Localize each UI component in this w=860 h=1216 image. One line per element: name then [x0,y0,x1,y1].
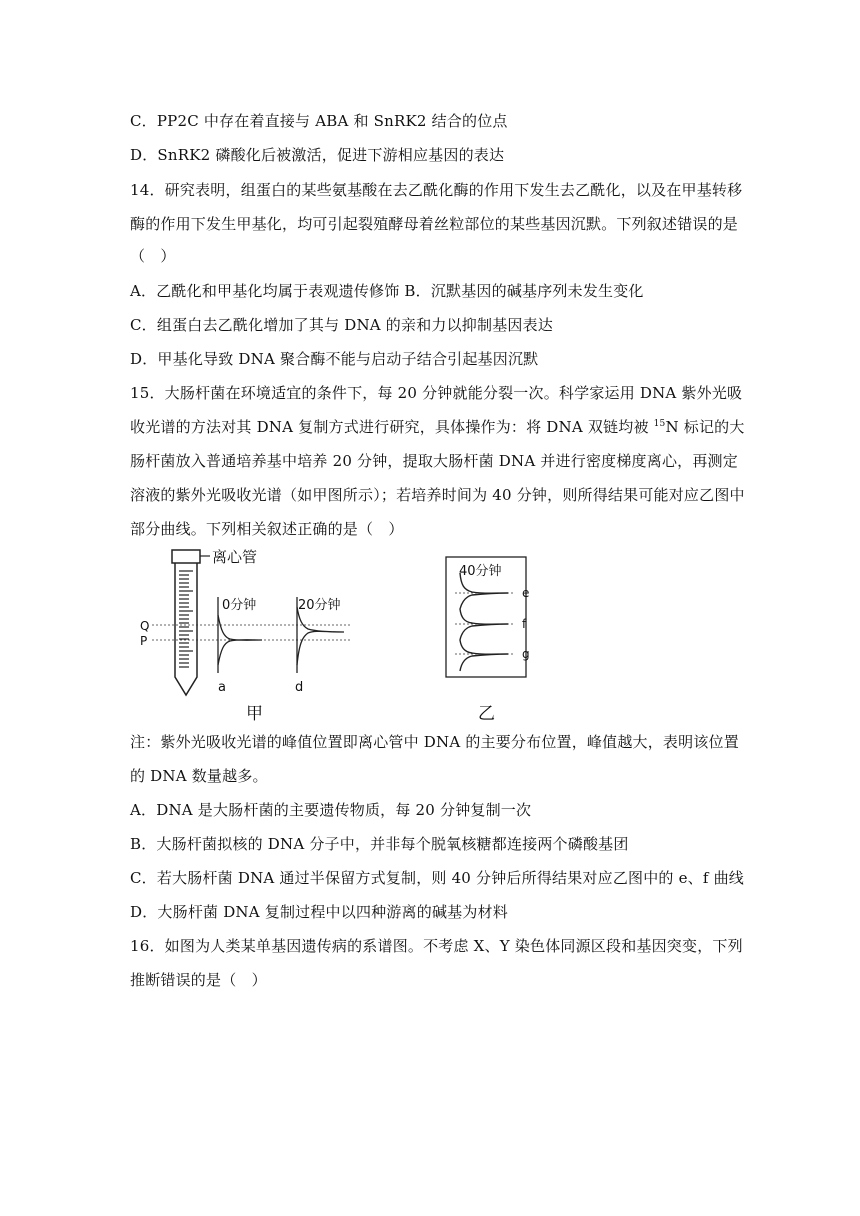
curve-label-20min: 20分钟 [298,598,341,613]
q15-stem-line-2-tail: N 标记的大 [665,418,745,436]
q15-note-line-1: 注：紫外光吸收光谱的峰值位置即离心管中 DNA 的主要分布位置，峰值越大，表明该位置 [130,733,739,751]
isotope-superscript: 15 [653,419,666,429]
q13-option-c: C．PP2C 中存在着直接与 ABA 和 SnRK2 结合的位点 [130,112,508,130]
curve-label-40min: 40分钟 [459,564,502,579]
q15-option-a: A．DNA 是大肠杆菌的主要遗传物质，每 20 分钟复制一次 [130,801,532,819]
q15-stem-line-5: 部分曲线。下列相关叙述正确的是（ ） [130,520,404,538]
tube-label: 离心管 [212,548,258,566]
centrifuge-tube [172,550,210,695]
tube-cap [172,550,200,563]
curve-label-0min: 0分钟 [222,598,257,613]
q15-stem-line-3: 肠杆菌放入普通培养基中培养 20 分钟，提取大肠杆菌 DNA 并进行密度梯度离心，再测定 [130,452,738,470]
caption-yi: 乙 [478,704,495,724]
q13-option-d: D．SnRK2 磷酸化后被激活，促进下游相应基因的表达 [130,146,505,164]
level-p-label: P [140,634,148,648]
peak-g-label: g [522,647,530,661]
q15-stem-line-1: 15．大肠杆菌在环境适宜的条件下，每 20 分钟就能分裂一次。科学家运用 DNA 紫外光吸 [130,384,743,402]
q15-note-line-2: 的 DNA 数量越多。 [130,767,268,785]
curve-a-label: a [218,680,226,695]
q15-option-d: D．大肠杆菌 DNA 复制过程中以四种游离的碱基为材料 [130,903,508,921]
curve-d-label: d [295,680,304,695]
q15-stem-line-2 [130,417,745,437]
peak-f-label: f [522,617,527,631]
q15-figure-svg [130,545,550,725]
q15-option-b: B．大肠杆菌拟核的 DNA 分子中，并非每个脱氧核糖都连接两个磷酸基团 [130,835,629,853]
q15-stem-line-4: 溶液的紫外光吸收光谱（如甲图所示）；若培养时间为 40 分钟，则所得结果可能对应乙图中 [130,486,745,504]
q14-stem-line-1: 14．研究表明，组蛋白的某些氨基酸在去乙酰化酶的作用下发生去乙酰化，以及在甲基转移 [130,181,743,199]
q16-stem-line-1: 16．如图为人类某单基因遗传病的系谱图。不考虑 X、Y 染色体同源区段和基因突变，下列 [130,937,743,955]
q14-option-d: D．甲基化导致 DNA 聚合酶不能与启动子结合引起基因沉默 [130,350,539,368]
tube-graduations [179,571,193,667]
level-q-label: Q [140,619,150,633]
caption-jia: 甲 [246,704,263,724]
q15-stem-line-2-text: 收光谱的方法对其 DNA 复制方式进行研究，具体操作为：将 DNA 双链均被 [130,418,654,436]
q15-figure [130,545,550,725]
q15-option-c: C．若大肠杆菌 DNA 通过半保留方式复制，则 40 分钟后所得结果对应乙图中的 e、f 曲线 [130,869,744,887]
q14-stem-line-2: 酶的作用下发生甲基化，均可引起裂殖酵母着丝粒部位的某些基因沉默。下列叙述错误的是 [130,215,739,233]
curve-d-peak [297,607,344,665]
q14-option-c: C．组蛋白去乙酰化增加了其与 DNA 的亲和力以抑制基因表达 [130,316,553,334]
q14-stem-line-3: （ ） [130,247,176,265]
yi-curve-efg [460,573,508,671]
peak-e-label: e [522,586,530,600]
q14-option-ab: A．乙酰化和甲基化均属于表观遗传修饰 B．沉默基因的碱基序列未发生变化 [130,282,644,300]
q16-stem-line-2: 推断错误的是（ ） [130,971,267,989]
